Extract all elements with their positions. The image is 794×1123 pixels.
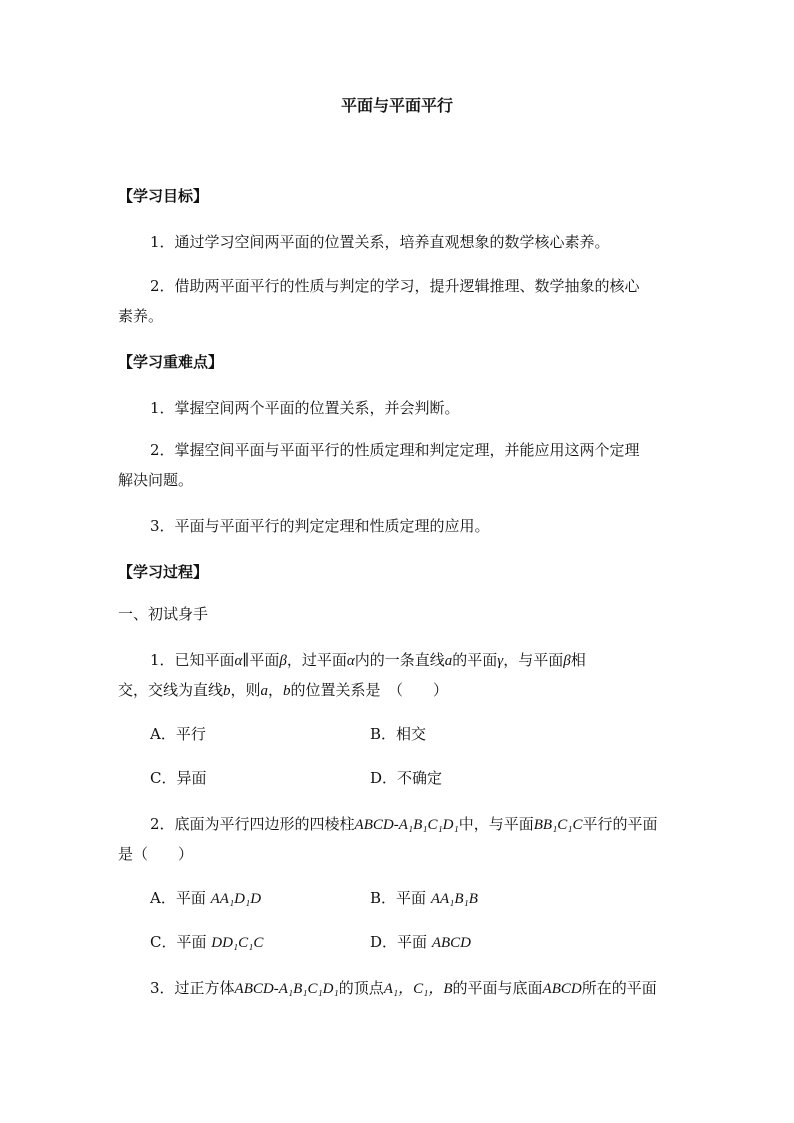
q1-option-c: C．异面 bbox=[150, 769, 207, 787]
goals-item-2-line-1: 2．借助两平面平行的性质与判定的学习，提升逻辑推理、数学抽象的核心 bbox=[150, 277, 640, 295]
keypoints-item-1: 1．掌握空间两个平面的位置关系，并会判断。 bbox=[150, 399, 460, 417]
goals-item-2-line-2: 素养。 bbox=[118, 307, 164, 325]
q2-option-c: C．平面 DD₁C₁C bbox=[150, 933, 264, 951]
keypoints-heading: 【学习重难点】 bbox=[118, 353, 224, 371]
q2-line-1: 2．底面为平行四边形的四棱柱ABCD-A₁B₁C₁D₁中，与平面BB₁C₁C平行的平面 bbox=[150, 815, 658, 833]
q1-line-1: 1．已知平面α∥平面β，过平面α内的一条直线a的平面γ，与平面β相 bbox=[150, 651, 586, 669]
q2-option-a: A．平面 AA₁D₁D bbox=[150, 889, 262, 907]
q3-line-1: 3．过正方体ABCD-A₁B₁C₁D₁的顶点A₁，C₁，B的平面与底面ABCD所在的平面 bbox=[150, 979, 657, 997]
q2-line-2: 是（ ） bbox=[118, 845, 194, 863]
goals-item-1: 1．通过学习空间两平面的位置关系，培养直观想象的数学核心素养。 bbox=[150, 233, 610, 251]
keypoints-item-2-line-2: 解决问题。 bbox=[118, 471, 194, 489]
q1-option-d: D．不确定 bbox=[370, 769, 443, 787]
process-heading: 【学习过程】 bbox=[118, 563, 209, 581]
keypoints-item-2-line-1: 2．掌握空间平面与平面平行的性质定理和判定定理，并能应用这两个定理 bbox=[150, 441, 640, 459]
q2-option-d: D．平面 ABCD bbox=[370, 933, 471, 951]
q2-option-b: B．平面 AA₁B₁B bbox=[370, 889, 478, 907]
q1-option-b: B．相交 bbox=[370, 725, 427, 743]
goals-heading: 【学习目标】 bbox=[118, 187, 209, 205]
q1-option-a: A．平行 bbox=[150, 725, 206, 743]
q1-line-2: 交，交线为直线b，则a，b的位置关系是 （ ） bbox=[118, 681, 449, 699]
keypoints-item-3: 3．平面与平面平行的判定定理和性质定理的应用。 bbox=[150, 517, 490, 535]
page-title: 平面与平面平行 bbox=[340, 96, 453, 115]
process-part-1: 一、初试身手 bbox=[118, 605, 209, 623]
